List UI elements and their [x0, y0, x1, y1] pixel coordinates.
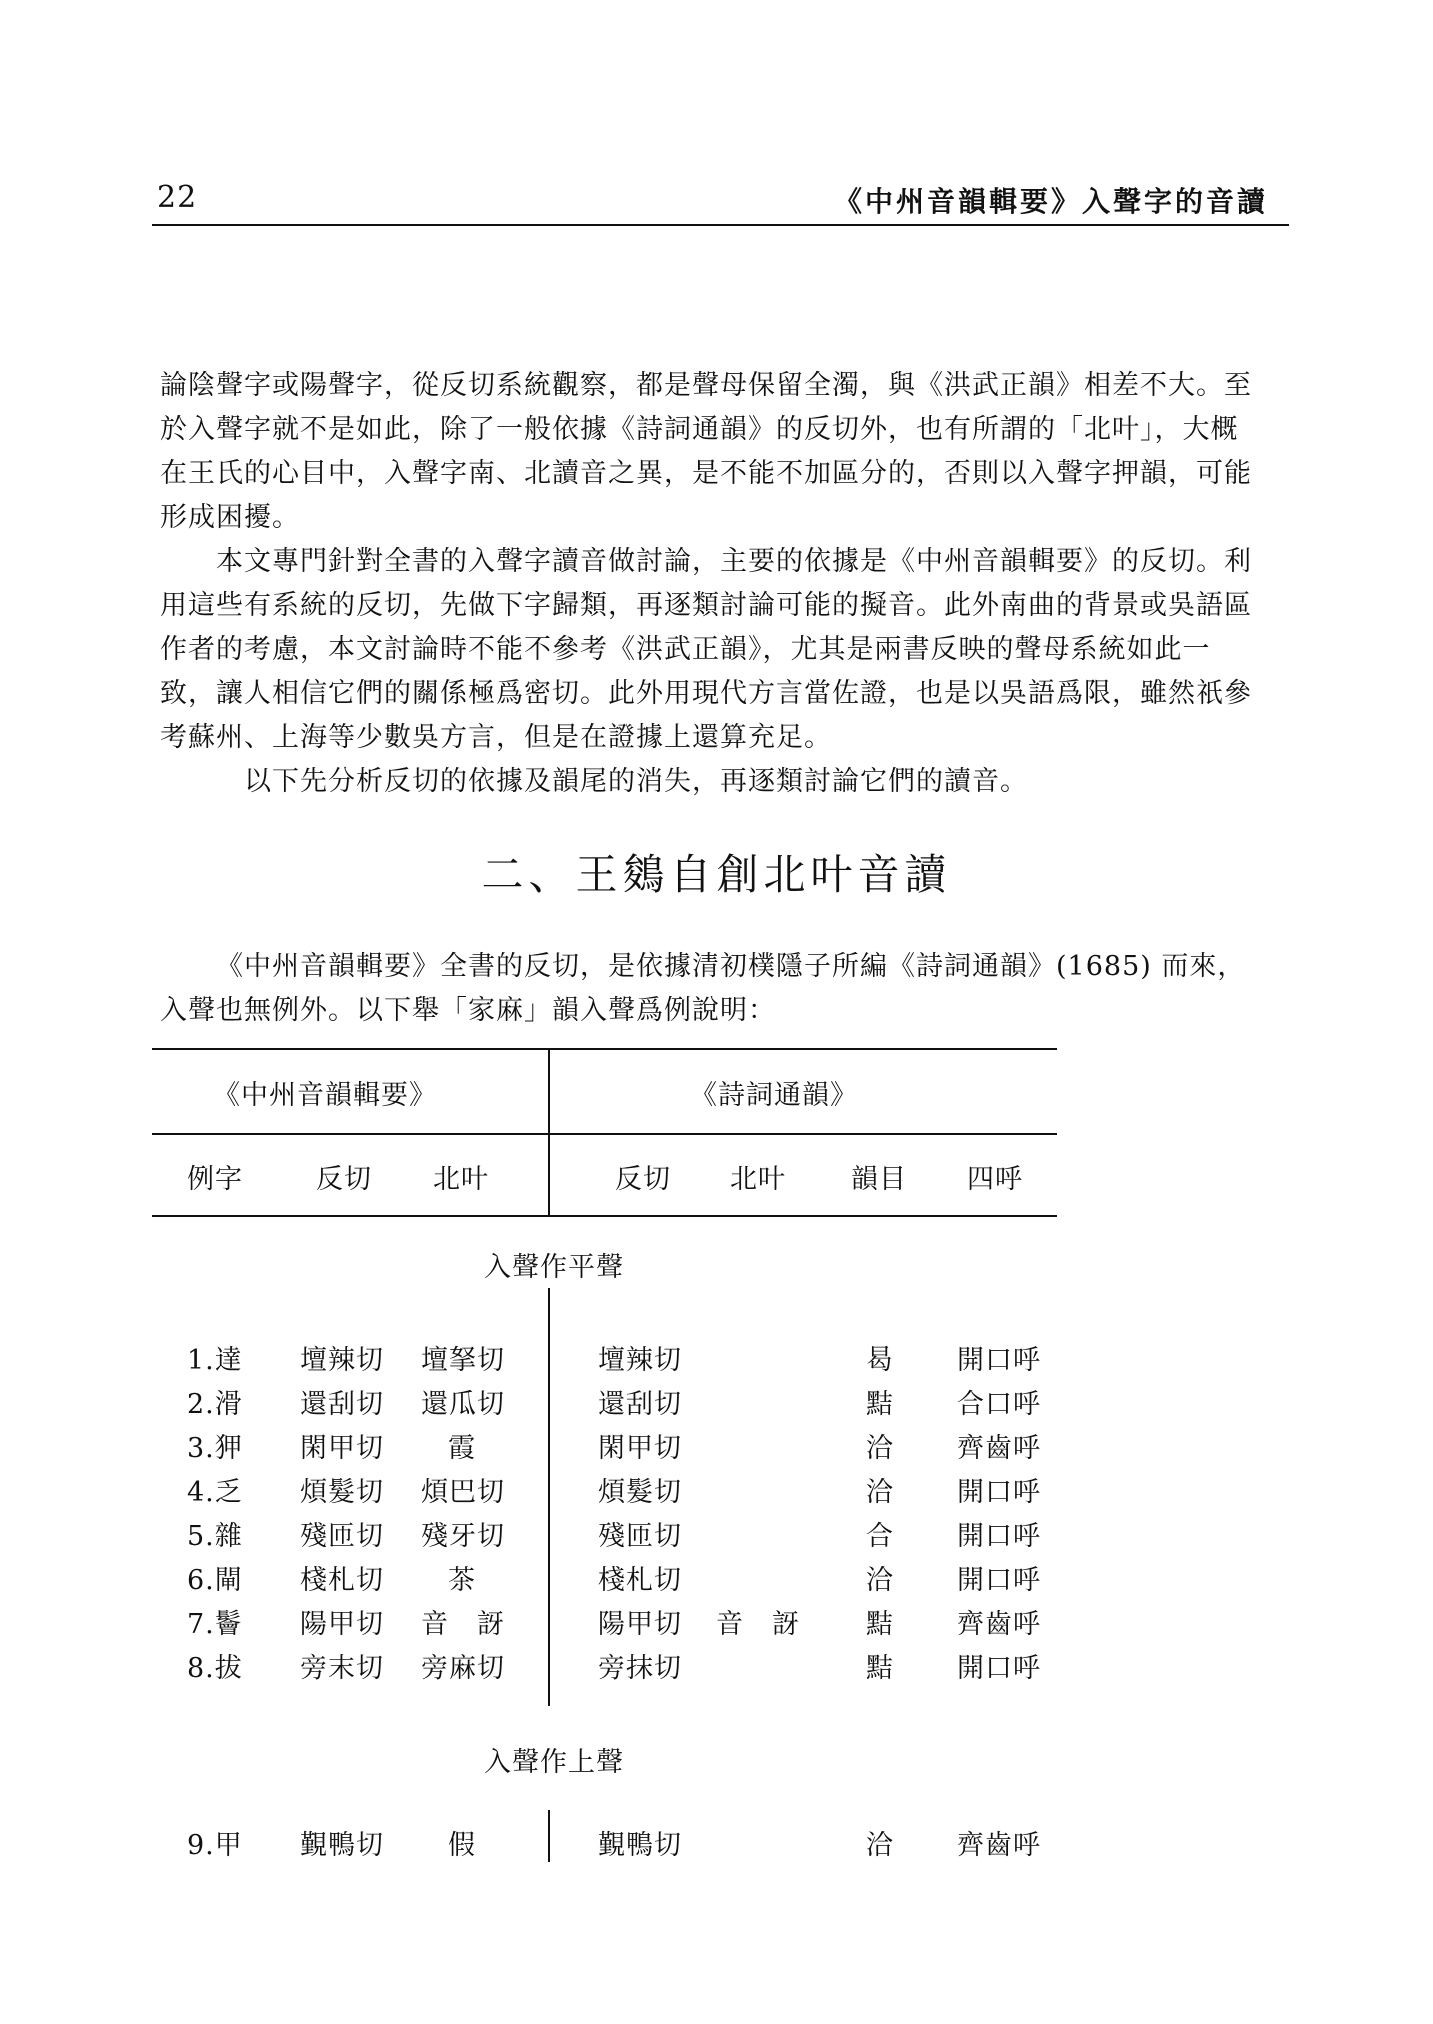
table-cell-sihu: 開口呼	[957, 1477, 1041, 1508]
table-cell-rf: 陽甲切	[598, 1609, 682, 1640]
table-cell-ex: 5.雜	[187, 1521, 243, 1552]
table-cell-sihu: 開口呼	[957, 1521, 1041, 1552]
table-cell-rhyme: 洽	[866, 1433, 894, 1464]
table-cell-ex: 9.甲	[187, 1830, 243, 1861]
table-cell-rhyme: 曷	[866, 1345, 894, 1376]
table-header-divider	[548, 1048, 550, 1215]
table-cell-lb: 旁麻切	[421, 1653, 505, 1684]
table-col-header: 四呼	[967, 1164, 1023, 1195]
table-cell-rf: 壇辣切	[598, 1345, 682, 1376]
intro-text	[160, 364, 1260, 804]
table-group-label: 入聲作平聲	[484, 1252, 624, 1283]
table-cell-rhyme: 洽	[866, 1830, 894, 1861]
table-cell-rhyme: 黠	[866, 1653, 894, 1684]
table-cell-sihu: 開口呼	[957, 1565, 1041, 1596]
table-col-header: 反切	[316, 1164, 372, 1195]
page-number: 22	[157, 180, 198, 215]
table-cell-lf: 陽甲切	[300, 1609, 384, 1640]
table-cell-ex: 6.閘	[187, 1565, 243, 1596]
table-cell-sihu: 開口呼	[957, 1345, 1041, 1376]
table-cell-lf: 煩髮切	[300, 1477, 384, 1508]
table-cell-rf: 旁抹切	[598, 1653, 682, 1684]
table-cell-rf: 覲鴨切	[598, 1830, 682, 1861]
table-cell-rf: 閑甲切	[598, 1433, 682, 1464]
table-col-header: 例字	[187, 1164, 243, 1195]
table-cell-rhyme: 洽	[866, 1565, 894, 1596]
table-cell-sihu: 合口呼	[957, 1389, 1041, 1420]
table-cell-sihu: 齊齒呼	[957, 1830, 1041, 1861]
table-cell-lb: 壇拏切	[421, 1345, 505, 1376]
table-col-header: 北叶	[433, 1164, 489, 1195]
table-cell-rb: 音 訝	[716, 1609, 800, 1640]
table-cell-lf: 閑甲切	[300, 1433, 384, 1464]
table-body-divider	[548, 1288, 550, 1706]
table-cell-rf: 棧札切	[598, 1565, 682, 1596]
table-col-header: 反切	[615, 1164, 671, 1195]
table-cell-rhyme: 合	[866, 1521, 894, 1552]
table-cell-ex: 8.拔	[187, 1653, 243, 1684]
table-cell-lb: 茶	[448, 1565, 476, 1596]
table-cell-rhyme: 洽	[866, 1477, 894, 1508]
section-text	[160, 945, 1260, 1033]
table-cell-rf: 殘匝切	[598, 1521, 682, 1552]
table-cell-lb: 霞	[448, 1433, 476, 1464]
table-cell-ex: 3.狎	[187, 1433, 243, 1464]
table-cell-lb: 煩巴切	[421, 1477, 505, 1508]
table-group-header-right: 《詩詞通韻》	[690, 1080, 858, 1111]
paragraph: 論陰聲字或陽聲字，從反切系統觀察，都是聲母保留全濁，與《洪武正韻》相差不大。至於入聲字就不是如此，除了一般依據《詩詞通韻》的反切外，也有所謂的「北叶」，大概在王氏的心目中，入聲字南、北讀音之異，是不能不加區分的，否則以入聲字押韻，可能形成困擾。	[160, 370, 1252, 533]
running-title: 《中州音韻輯要》入聲字的音讀	[833, 185, 1268, 218]
table-cell-lf: 壇辣切	[300, 1345, 384, 1376]
table-cell-lf: 旁末切	[300, 1653, 384, 1684]
table-cell-sihu: 齊齒呼	[957, 1609, 1041, 1640]
table-cell-lf: 棧札切	[300, 1565, 384, 1596]
paragraph: 本文專門針對全書的入聲字讀音做討論，主要的依據是《中州音韻輯要》的反切。利用這些有系統的反切，先做下字歸類，再逐類討論可能的擬音。此外南曲的背景或吳語區作者的考慮，本文討論時不能不參考《洪武正韻》，尤其是兩書反映的聲母系統如此一致，讓人相信它們的關係極爲密切。此外用現代方言當佐證，也是以吳語爲限，雖然祇參考蘇州、上海等少數吳方言，但是在證據上還算充足。	[160, 546, 1252, 753]
header-rule	[152, 224, 1289, 226]
table-cell-lf: 殘匝切	[300, 1521, 384, 1552]
table-cell-ex: 1.達	[187, 1345, 243, 1376]
table-cell-lb: 殘牙切	[421, 1521, 505, 1552]
paragraph: 《中州音韻輯要》全書的反切，是依據清初樸隱子所編《詩詞通韻》(1685) 而來，入聲也無例外。以下舉「家麻」韻入聲爲例說明：	[160, 951, 1246, 1026]
table-cell-rhyme: 黠	[866, 1389, 894, 1420]
table-cell-lb: 假	[448, 1830, 476, 1861]
section-heading: 二、王鵕自創北叶音讀	[481, 850, 952, 899]
table-cell-ex: 2.滑	[187, 1389, 243, 1420]
table-group-header-left: 《中州音韻輯要》	[213, 1080, 437, 1111]
table-top-rule	[152, 1048, 1057, 1050]
table-mid-rule	[152, 1133, 1057, 1135]
table-group-label: 入聲作上聲	[484, 1747, 624, 1778]
table-cell-rf: 還刮切	[598, 1389, 682, 1420]
table-cell-ex: 7.鬠	[187, 1609, 243, 1640]
table-cell-sihu: 開口呼	[957, 1653, 1041, 1684]
table-cell-lb: 還瓜切	[421, 1389, 505, 1420]
table-cell-rf: 煩髮切	[598, 1477, 682, 1508]
table-cell-sihu: 齊齒呼	[957, 1433, 1041, 1464]
table-cell-lb: 音 訝	[421, 1609, 505, 1640]
table-header-rule	[152, 1215, 1057, 1217]
table-col-header: 北叶	[730, 1164, 786, 1195]
table-cell-rhyme: 黠	[866, 1609, 894, 1640]
paragraph: 以下先分析反切的依據及韻尾的消失，再逐類討論它們的讀音。	[244, 766, 1028, 797]
table-cell-ex: 4.乏	[187, 1477, 243, 1508]
table-cell-lf: 覲鴨切	[300, 1830, 384, 1861]
table-body-divider	[548, 1810, 550, 1862]
table-col-header: 韻目	[851, 1164, 907, 1195]
table-cell-lf: 還刮切	[300, 1389, 384, 1420]
